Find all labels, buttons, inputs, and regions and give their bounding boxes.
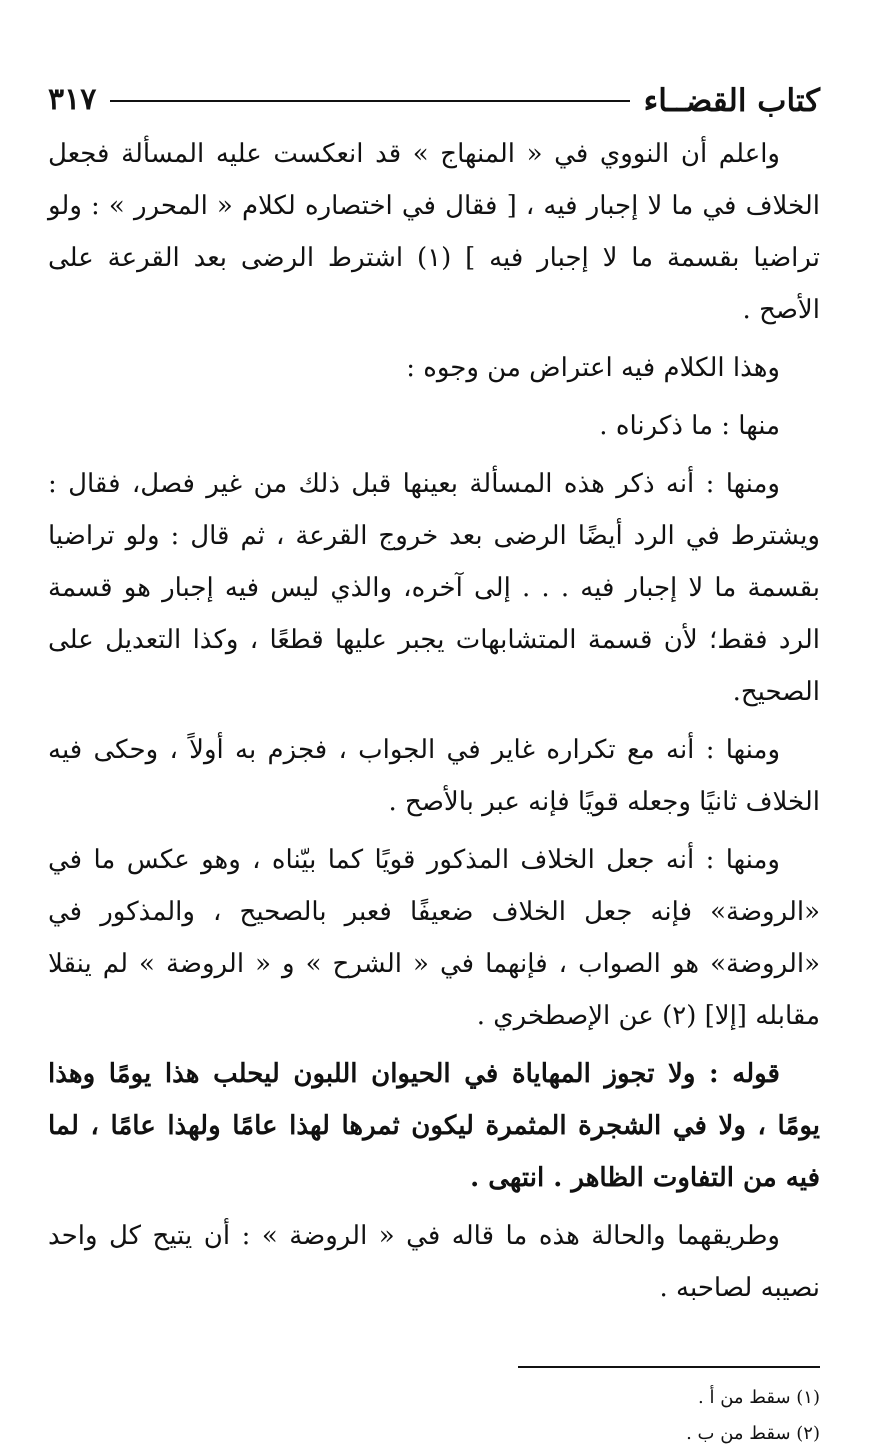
paragraph-4: ومنها : أنه ذكر هذه المسألة بعينها قبل ذلك من غير فصل، فقال : ويشترط في الرد أيضًا الرضى بعد خروج القرعة ، ثم قال : ولو تراضيا بقسمة ما لا إجبار فيه . . . إلى آخره، والذي ليس فيه إجبار هو قسمة الرد فقط؛ لأن قسمة المتشابهات يجبر عليها قطعًا ، وكذا التعديل على الصحيح. — [48, 469, 820, 707]
page-body — [48, 128, 820, 1314]
running-header — [48, 70, 820, 126]
paragraph-6: ومنها : أنه جعل الخلاف المذكور قويًا كما بيّناه ، وهو عكس ما في «الروضة» فإنه جعل الخلاف ضعيفًا فعبر بالصحيح ، والمذكور في «الروضة» هو الصواب ، فإنهما في « الشرح » و « الروضة » لم ينقلا مقابله [إلا] (٢) عن الإصطخري . — [48, 845, 820, 1031]
chapter-title: كتاب القضــاء — [643, 83, 820, 119]
paragraph-2: وهذا الكلام فيه اعتراض من وجوه : — [406, 353, 780, 383]
footnote-1: (١) سقط من أ . — [698, 1387, 820, 1408]
paragraph-1: واعلم أن النووي في « المنهاج » قد انعكست عليه المسألة فجعل الخلاف في ما لا إجبار فيه ، [ فقال في اختصاره لكلام « المحرر » : ولو تراضيا بقسمة ما لا إجبار فيه ] (١) اشترط الرضى بعد القرعة على الأصح . — [48, 139, 820, 325]
book-page — [48, 70, 820, 1452]
paragraph-5: ومنها : أنه مع تكراره غاير في الجواب ، فجزم به أولاً ، وحكى فيه الخلاف ثانيًا وجعله قويًا فإنه عبر بالأصح . — [48, 735, 820, 817]
paragraph-3: منها : ما ذكرناه . — [599, 411, 780, 441]
header-rule — [110, 100, 629, 102]
page-number: ٣١٧ — [48, 81, 97, 117]
footnote-separator — [518, 1366, 820, 1368]
footnotes — [48, 1380, 820, 1452]
footnote-2: (٢) سقط من ب . — [686, 1423, 820, 1444]
paragraph-7-quote: قوله : ولا تجوز المهاياة في الحيوان اللبون ليحلب هذا يومًا وهذا يومًا ، ولا في الشجرة المثمرة ليكون ثمرها لهذا عامًا ولهذا عامًا ، لما فيه من التفاوت الظاهر . انتهى . — [48, 1059, 820, 1193]
paragraph-8: وطريقهما والحالة هذه ما قاله في « الروضة » : أن يتيح كل واحد نصيبه لصاحبه . — [48, 1221, 820, 1303]
